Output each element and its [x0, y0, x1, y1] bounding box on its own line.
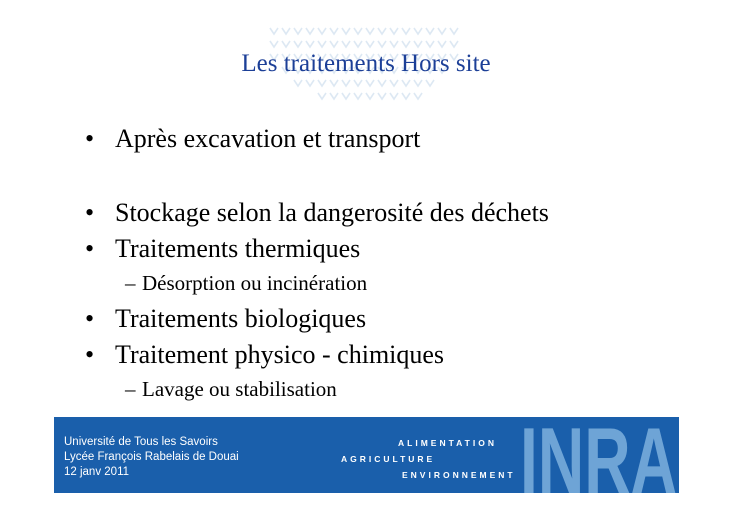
sub-text: Lavage ou stabilisation [142, 377, 337, 401]
slide-title: Les traitements Hors site [241, 50, 491, 77]
bullet-item [85, 339, 444, 371]
footer-venue: Lycée François Rabelais de Douai [64, 451, 239, 463]
dash-glyph: – [125, 377, 136, 401]
tagline-environnement: ENVIRONNEMENT [402, 470, 516, 480]
bullet-text: Après excavation et transport [115, 124, 421, 153]
tagline-agriculture: AGRICULTURE [341, 454, 436, 464]
bullet-glyph: • [85, 304, 95, 333]
bullet-item [85, 303, 366, 335]
sub-text: Désorption ou incinération [142, 271, 368, 295]
bullet-item [85, 233, 360, 265]
bullet-item [85, 197, 549, 229]
footer-banner [54, 408, 679, 513]
bullet-text: Traitements biologiques [115, 304, 367, 333]
tagline-alimentation: ALIMENTATION [398, 438, 497, 448]
inra-logo-text: INRA [520, 408, 677, 513]
bullet-glyph: • [85, 234, 95, 263]
bullet-glyph: • [85, 124, 95, 153]
bullet-text: Traitement physico - chimiques [115, 340, 445, 369]
bullet-text: Traitements thermiques [115, 234, 361, 263]
sub-item [125, 376, 337, 402]
bullet-glyph: • [85, 198, 95, 227]
bullet-text: Stockage selon la dangerosité des déchets [115, 198, 549, 227]
bullet-glyph: • [85, 340, 95, 369]
inra-logo [516, 408, 679, 513]
sub-item [125, 270, 367, 296]
bullet-item [85, 123, 420, 155]
footer-institution: Université de Tous les Savoirs [64, 436, 218, 448]
footer-info [64, 435, 239, 480]
dash-glyph: – [125, 271, 136, 295]
footer-date: 12 janv 2011 [64, 466, 130, 478]
